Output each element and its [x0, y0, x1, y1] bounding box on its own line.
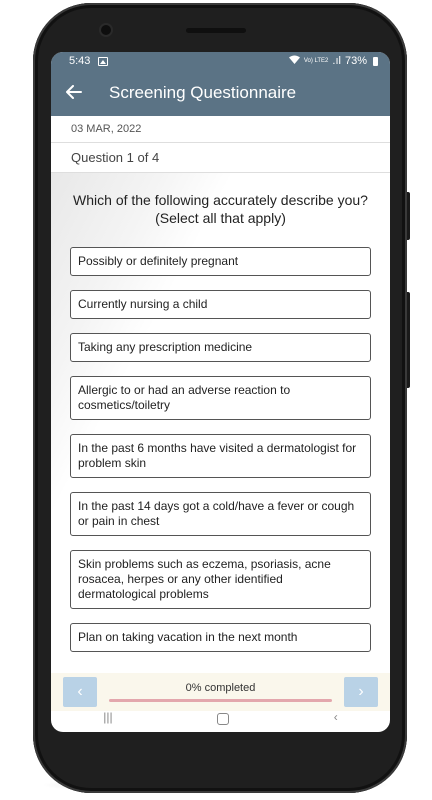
option-list — [70, 247, 371, 652]
previous-button[interactable] — [63, 677, 97, 707]
battery-icon — [373, 57, 378, 66]
arrow-left-icon — [66, 82, 82, 105]
system-back-key[interactable]: ‹ — [333, 710, 338, 724]
question-content — [51, 173, 390, 681]
battery-percentage: 73% — [344, 55, 367, 67]
back-button[interactable] — [51, 70, 97, 116]
progress-footer — [51, 673, 390, 711]
option-skin-problems[interactable]: Skin problems such as eczema, psoriasis, acne rosacea, herpes or any other identified dermatological problems — [70, 550, 371, 609]
signal-icon: .ıl — [332, 55, 341, 67]
next-button[interactable] — [344, 677, 378, 707]
questionnaire-date: 03 MAR, 2022 — [51, 116, 390, 143]
chevron-left-icon: ‹ — [77, 683, 83, 700]
progress-label: 0% completed — [185, 682, 256, 694]
chevron-right-icon: › — [358, 683, 364, 700]
option-pregnant[interactable]: Possibly or definitely pregnant — [70, 247, 371, 276]
home-key[interactable] — [217, 713, 229, 725]
option-cold-fever[interactable]: In the past 14 days got a cold/have a fever or cough or pain in chest — [70, 492, 371, 536]
option-vacation[interactable]: Plan on taking vacation in the next month — [70, 623, 371, 652]
option-allergic[interactable]: Allergic to or had an adverse reaction to cosmetics/toiletry — [70, 376, 371, 420]
recents-key[interactable]: ||| — [103, 710, 113, 724]
status-bar — [51, 52, 390, 70]
page-title: Screening Questionnaire — [109, 83, 297, 102]
progress-section — [109, 682, 332, 702]
option-prescription[interactable]: Taking any prescription medicine — [70, 333, 371, 362]
front-camera — [101, 25, 111, 35]
option-dermatologist[interactable]: In the past 6 months have visited a dermatologist for problem skin — [70, 434, 371, 478]
question-text: Which of the following accurately describe you? (Select all that apply) — [73, 192, 368, 226]
image-notification-icon — [98, 57, 108, 66]
phone-screen — [51, 52, 390, 732]
earpiece-speaker — [186, 28, 246, 33]
app-bar — [51, 70, 390, 116]
system-navigation-bar — [51, 711, 390, 732]
progress-bar — [109, 699, 332, 702]
volte-indicator: Vo) LTE2 — [303, 58, 329, 64]
option-nursing[interactable]: Currently nursing a child — [70, 290, 371, 319]
wifi-icon — [289, 55, 300, 67]
status-time: 5:43 — [69, 55, 91, 67]
question-counter: Question 1 of 4 — [51, 143, 390, 173]
